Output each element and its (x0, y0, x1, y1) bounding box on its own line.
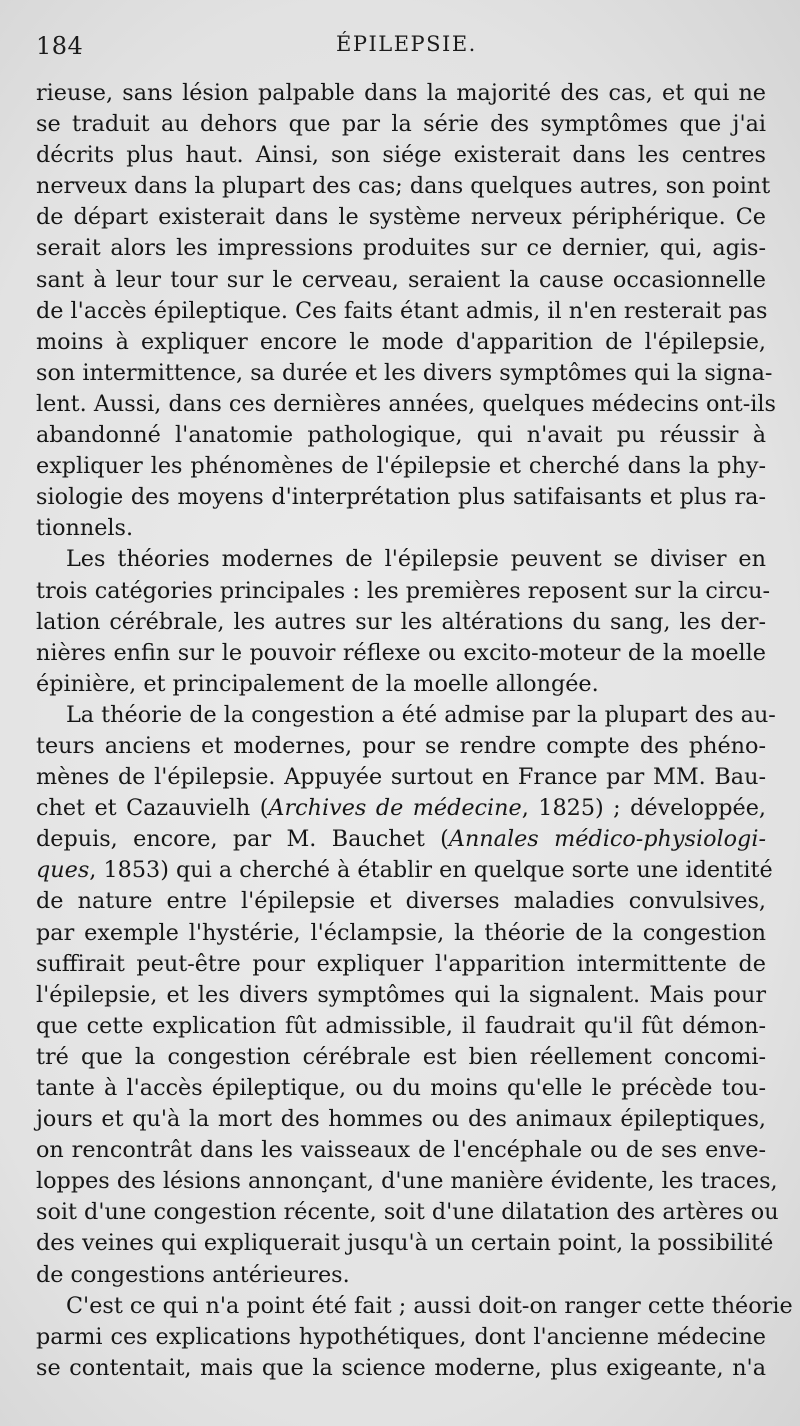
text-line: moins à expliquer encore le mode d'apparition de l'épilepsie, (36, 328, 766, 355)
text-line: mènes de l'épilepsie. Appuyée surtout en France par MM. Bau- (36, 764, 766, 791)
journal-title: ques (36, 857, 90, 884)
paragraph-3 (36, 700, 779, 1291)
text-line (36, 855, 773, 886)
page-number: 184 (36, 32, 84, 60)
text-line: parmi ces explications hypothétiques, dont l'ancienne médecine (36, 1323, 766, 1350)
text-line: de départ existerait dans le système nerveux périphérique. Ce (36, 204, 766, 231)
text-line: des veines qui expliquerait jusqu'à un certain point, la possibilité (36, 1230, 774, 1257)
text-line: teurs anciens et modernes, pour se rendre compte des phéno- (36, 732, 766, 759)
text-line: épinière, et principalement de la moelle allongée. (36, 670, 599, 697)
text-line: lation cérébrale, les autres sur les altérations du sang, les der- (36, 608, 766, 635)
paragraph-1 (36, 78, 776, 544)
text-line: de l'accès épileptique. Ces faits étant admis, il n'en resterait pas (36, 297, 768, 324)
text-line: jours et qu'à la mort des hommes ou des animaux épileptiques, (36, 1106, 766, 1133)
text-line: décrits plus haut. Ainsi, son siége existerait dans les centres (36, 142, 766, 169)
text-segment: , 1825) ; développée, (521, 795, 766, 822)
text-line: abandonné l'anatomie pathologique, qui n'avait pu réussir à (36, 422, 766, 449)
text-line: nières enfin sur le pouvoir réflexe ou excito-moteur de la moelle (36, 639, 766, 666)
text-line: Les théories modernes de l'épilepsie peuvent se diviser en (66, 546, 766, 573)
running-title: ÉPILEPSIE. (336, 32, 477, 56)
text-line: La théorie de la congestion a été admise par la plupart des au- (66, 701, 776, 728)
page-header (36, 28, 764, 68)
text-line: soit d'une congestion récente, soit d'une dilatation des artères ou (36, 1199, 779, 1226)
text-segment: chet et Cazauvielh ( (36, 795, 269, 822)
text-segment: , 1853) qui a cherché à établir en quelque sorte une identité (89, 857, 773, 884)
text-line: tante à l'accès épileptique, ou du moins qu'elle le précède tou- (36, 1075, 766, 1101)
text-line: rieuse, sans lésion palpable dans la majorité des cas, et qui ne (36, 80, 766, 106)
text-line: C'est ce qui n'a point été fait ; aussi doit-on ranger cette théorie (66, 1292, 793, 1319)
text-line (36, 793, 766, 824)
text-line (36, 824, 766, 855)
journal-title: Archives de médecine (268, 795, 522, 822)
paragraph-2 (36, 544, 771, 699)
text-line: serait alors les impressions produites sur ce dernier, qui, agis- (36, 235, 766, 262)
text-line: lent. Aussi, dans ces dernières années, quelques médecins ont-ils (36, 390, 776, 417)
text-line: se traduit au dehors que par la série des symptômes que j'ai (36, 111, 766, 138)
text-line: suffirait peut-être pour expliquer l'apparition intermittente de (36, 950, 766, 977)
text-line: on rencontrât dans les vaisseaux de l'encéphale ou de ses enve- (36, 1137, 766, 1164)
text-line: par exemple l'hystérie, l'éclampsie, la théorie de la congestion (36, 919, 766, 946)
text-line: son intermittence, sa durée et les divers symptômes qui la signa- (36, 359, 773, 386)
text-segment: depuis, encore, par M. Bauchet ( (36, 826, 449, 853)
text-line: sant à leur tour sur le cerveau, seraient la cause occasionnelle (36, 266, 766, 293)
text-line: l'épilepsie, et les divers symptômes qui la signalent. Mais pour (36, 981, 766, 1008)
text-line: tionnels. (36, 515, 134, 542)
text-line: loppes des lésions annonçant, d'une manière évidente, les traces, (36, 1168, 778, 1195)
text-line: de nature entre l'épilepsie et diverses maladies convulsives, (36, 888, 766, 915)
text-line: expliquer les phénomènes de l'épilepsie et cherché dans la phy- (36, 453, 766, 480)
text-line: se contentait, mais que la science moderne, plus exigeante, n'a (36, 1354, 766, 1381)
paragraph-4 (36, 1291, 793, 1384)
body-text (36, 78, 793, 1384)
journal-title: Annales médico-physiologi- (448, 826, 766, 853)
text-line: que cette explication fût admissible, il faudrait qu'il fût démon- (36, 1012, 766, 1039)
text-line: siologie des moyens d'interprétation plus satifaisants et plus ra- (36, 484, 766, 511)
text-line: trois catégories principales : les premières reposent sur la circu- (36, 577, 771, 604)
text-line: tré que la congestion cérébrale est bien réellement concomi- (36, 1043, 766, 1070)
text-line: de congestions antérieures. (36, 1261, 350, 1288)
text-line: nerveux dans la plupart des cas; dans quelques autres, son point (36, 173, 771, 200)
